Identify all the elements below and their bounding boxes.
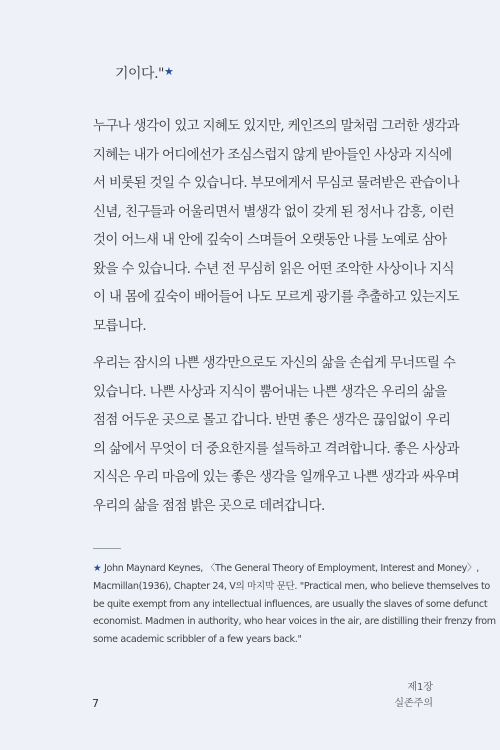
paragraph-line: 우리의 삶을 점점 밝은 곳으로 데려갑니다. bbox=[93, 498, 325, 514]
footnote-divider bbox=[93, 548, 121, 549]
quote-ending-text: 기이다." bbox=[115, 66, 164, 82]
chapter-title: 실존주의 bbox=[394, 698, 433, 709]
chapter-number: 제1장 bbox=[407, 682, 433, 693]
paragraph-line: 지혜는 내가 어디에선가 조심스럽지 않게 받아들인 사상과 지식에 bbox=[93, 147, 452, 163]
paragraph-line: 이 내 몸에 깊숙이 배어들어 나도 모르게 광기를 추출하고 있는지도 bbox=[93, 290, 459, 305]
paragraph-line: 지식은 우리 마음에 있는 좋은 생각을 일깨우고 나쁜 생각과 싸우며 bbox=[93, 470, 459, 485]
paragraph-line: 왔을 수 있습니다. 수년 전 무심히 읽은 어떤 조악한 사상이나 지식 bbox=[93, 261, 454, 277]
paragraph-2 bbox=[93, 350, 459, 521]
footnote-line: economist. Madmen in authority, who hear voices in the air, are distilling their frenzy from bbox=[93, 616, 496, 628]
footnote-line: Macmillan(1936), Chapter 24, Ⅴ의 마지막 문단. "Practical men, who believe themselves to bbox=[93, 580, 490, 592]
footnote-text: John Maynard Keynes, 〈The General Theory of Employment, Interest and Money〉, bbox=[101, 563, 479, 574]
footnote bbox=[93, 560, 496, 649]
chapter-header bbox=[394, 680, 433, 712]
paragraph-line: 서 비롯된 것일 수 있습니다. 부모에게서 무심코 물려받은 관습이나 bbox=[93, 176, 459, 191]
paragraph-line: 신념, 친구들과 어울리면서 별생각 없이 갖게 된 정서나 감흥, 이런 bbox=[93, 204, 454, 220]
paragraph-1 bbox=[93, 113, 459, 341]
paragraph-line: 의 삶에서 무엇이 더 중요한지를 설득하고 격려합니다. 좋은 사상과 bbox=[93, 441, 459, 457]
footnote-line: be quite exempt from any intellectual influences, are usually the slaves of some defunct bbox=[93, 598, 488, 610]
paragraph-line: 있습니다. 나쁜 사상과 지식이 뿜어내는 나쁜 생각은 우리의 삶을 bbox=[93, 384, 447, 400]
quote-ending bbox=[115, 63, 173, 83]
paragraph-line: 누구나 생각이 있고 지혜도 있지만, 케인즈의 말처럼 그러한 생각과 bbox=[93, 119, 459, 134]
footnote-star-icon: ★ bbox=[93, 563, 102, 574]
page-number: 7 bbox=[92, 697, 99, 710]
footnote-marker-icon: ★ bbox=[163, 65, 174, 78]
footnote-line: some academic scribbler of a few years back." bbox=[93, 634, 302, 646]
paragraph-line: 모릅니다. bbox=[93, 318, 146, 334]
paragraph-line: 점점 어두운 곳으로 몰고 갑니다. 반면 좋은 생각은 끊임없이 우리 bbox=[93, 413, 451, 428]
footnote-line bbox=[93, 560, 479, 578]
paragraph-line: 것이 어느새 내 안에 깊숙이 스며들어 오랫동안 나를 노예로 삼아 bbox=[93, 233, 447, 248]
paragraph-line: 우리는 잠시의 나쁜 생각만으로도 자신의 삶을 손쉽게 무너뜨릴 수 bbox=[93, 356, 456, 371]
